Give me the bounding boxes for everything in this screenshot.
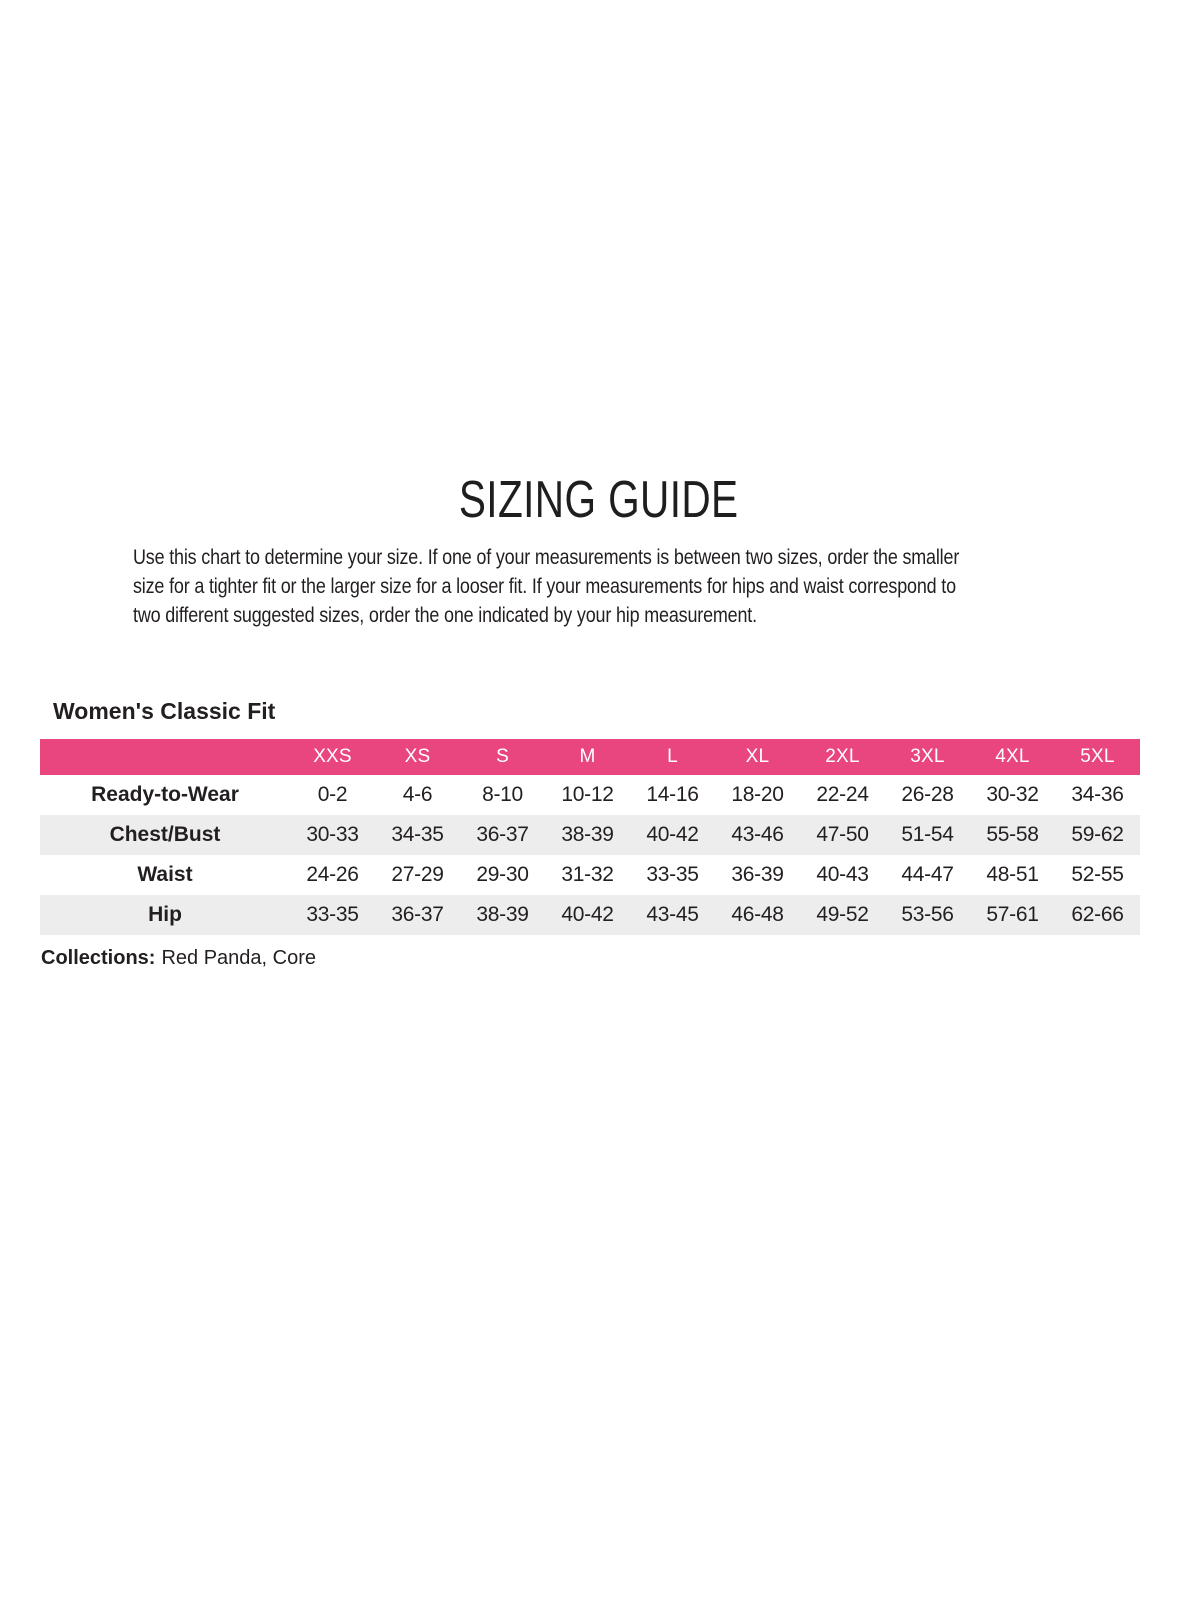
size-column-header-3xl: 3XL: [885, 739, 970, 775]
header-corner-cell: [40, 739, 290, 775]
intro-line: size for a tighter fit or the larger size for a looser fit. If your measurements for hips and waist correspond to: [133, 575, 956, 598]
size-column-header-m: M: [545, 739, 630, 775]
size-cell: 57-61: [986, 903, 1039, 926]
size-cell: 22-24: [816, 783, 869, 806]
size-column-header-4xl: 4XL: [970, 739, 1055, 775]
size-cell: 27-29: [391, 863, 444, 886]
size-column-header-xl: XL: [715, 739, 800, 775]
row-label: Waist: [137, 863, 193, 886]
table-row-chest-bust: [40, 815, 1140, 855]
collections-note: [41, 945, 316, 971]
size-cell: 51-54: [901, 823, 954, 846]
size-cell: 10-12: [561, 783, 614, 806]
size-cell: 30-32: [986, 783, 1039, 806]
size-cell: 34-35: [391, 823, 444, 846]
size-cell: 44-47: [901, 863, 954, 886]
size-cell: 52-55: [1071, 863, 1124, 886]
size-cell: 36-37: [391, 903, 444, 926]
intro-line: Use this chart to determine your size. If one of your measurements is between two sizes, order the smaller: [133, 546, 960, 569]
row-label: Hip: [148, 903, 182, 926]
size-cell: 55-58: [986, 823, 1039, 846]
intro-line: two different suggested sizes, order the one indicated by your hip measurement.: [133, 604, 757, 627]
size-chart-table: [40, 739, 1140, 935]
size-cell: 62-66: [1071, 903, 1124, 926]
size-cell: 34-36: [1071, 783, 1124, 806]
size-cell: 14-16: [646, 783, 699, 806]
size-column-header-5xl: 5XL: [1055, 739, 1140, 775]
size-column-header-s: S: [460, 739, 545, 775]
row-label: Ready-to-Wear: [91, 783, 239, 806]
table-row-hip: [40, 895, 1140, 935]
intro-paragraph: [133, 543, 959, 630]
size-column-header-xxs: XXS: [290, 739, 375, 775]
size-cell: 38-39: [561, 823, 614, 846]
size-cell: 40-42: [646, 823, 699, 846]
size-cell: 24-26: [306, 863, 359, 886]
collections-value: Red Panda, Core: [161, 947, 316, 969]
size-cell: 38-39: [476, 903, 529, 926]
size-cell: 8-10: [482, 783, 523, 806]
size-cell: 59-62: [1071, 823, 1124, 846]
size-cell: 43-46: [731, 823, 784, 846]
size-cell: 18-20: [731, 783, 784, 806]
size-cell: 26-28: [901, 783, 954, 806]
size-header-row: [40, 739, 1140, 775]
size-cell: 33-35: [646, 863, 699, 886]
section-title-womens-classic-fit: Women's Classic Fit: [53, 698, 276, 724]
size-cell: 40-43: [816, 863, 869, 886]
size-cell: 53-56: [901, 903, 954, 926]
size-cell: 48-51: [986, 863, 1039, 886]
size-column-header-xs: XS: [375, 739, 460, 775]
size-cell: 36-37: [476, 823, 529, 846]
size-cell: 46-48: [731, 903, 784, 926]
size-cell: 30-33: [306, 823, 359, 846]
size-cell: 29-30: [476, 863, 529, 886]
size-cell: 47-50: [816, 823, 869, 846]
size-cell: 0-2: [317, 783, 348, 806]
size-cell: 33-35: [306, 903, 359, 926]
row-label: Chest/Bust: [109, 823, 221, 846]
table-row-waist: [40, 855, 1140, 895]
collections-label: Collections:: [41, 947, 156, 969]
size-cell: 36-39: [731, 863, 784, 886]
size-cell: 43-45: [646, 903, 699, 926]
size-cell: 31-32: [561, 863, 614, 886]
page-title: SIZING GUIDE: [458, 471, 739, 529]
size-cell: 49-52: [816, 903, 869, 926]
size-column-header-l: L: [630, 739, 715, 775]
table-row-ready-to-wear: [40, 775, 1140, 815]
size-column-header-2xl: 2XL: [800, 739, 885, 775]
size-cell: 40-42: [561, 903, 614, 926]
size-cell: 4-6: [402, 783, 433, 806]
